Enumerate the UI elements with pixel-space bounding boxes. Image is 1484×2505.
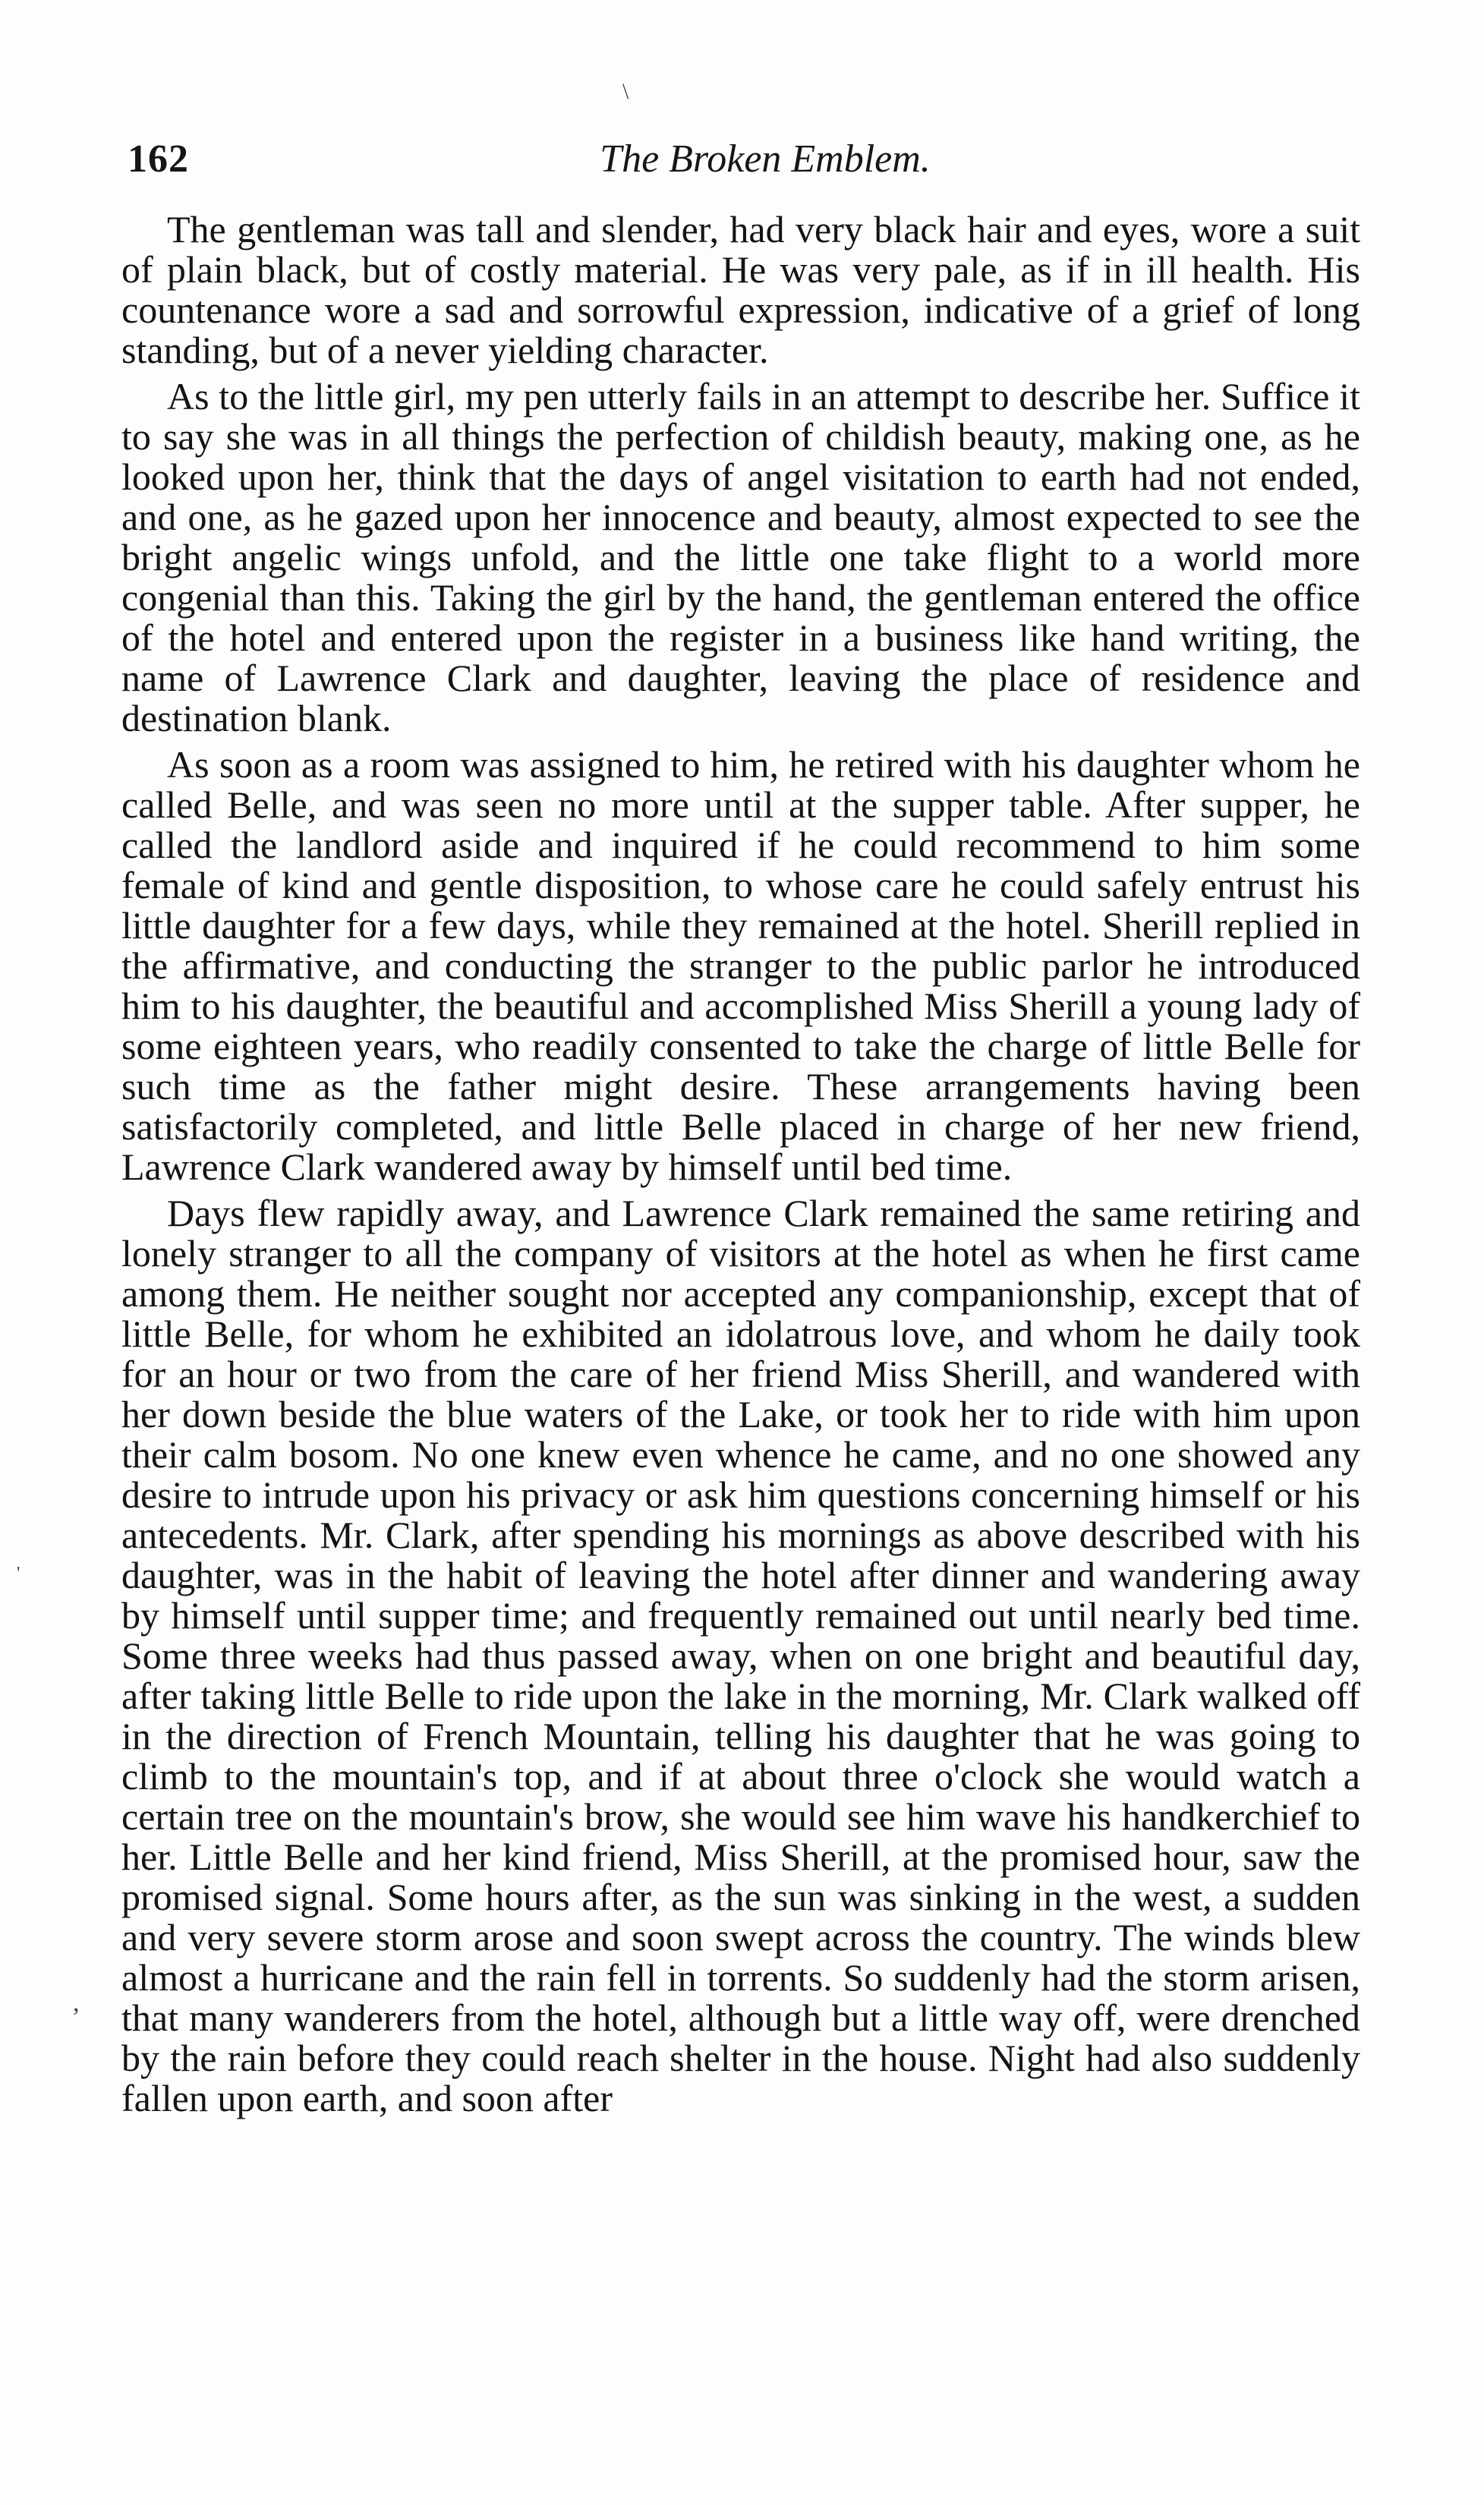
paragraph-3: As soon as a room was assigned to him, he retired with his daughter whom he called Belle, and was seen no more until at the supper table. After supper, he called the landlord aside and inquired if he could recommend to him some female of kind and gentle disposition, to whose care he could safely entrust his little daughter for a few days, while they remained at the hotel. Sherill replied in the affirmative, and conducting the stranger to the public parlor he introduced him to his daughter, the beautiful and accomplished Miss Sherill a young lady of some eighteen years, who readily consented to take the charge of little Belle for such time as the father might desire. These arrangements having been satisfactorily completed, and little Belle placed in charge of her new friend, Lawrence Clark wandered away by himself until bed time. [121,743,1360,1188]
running-title: The Broken Emblem. [600,137,931,181]
paragraph-1: The gentleman was tall and slender, had very black hair and eyes, wore a suit of plain black, but of costly material. He was very pale, as if in ill health. His countenance wore a sad and sorrowful expression, indicative of a grief of long standing, but of a never yielding character. [121,208,1360,371]
paragraph-2: As to the little girl, my pen utterly fails in an attempt to describe her. Suffice it to say she was in all things the perfection of childish beauty, making one, as he looked upon her, think that the days of angel visitation to earth had not ended, and one, as he gazed upon her innocence and beauty, almost expected to see the bright angelic wings unfold, and the little one take flight to a world more congenial than this. Taking the girl by the hand, the gentleman entered the office of the hotel and entered upon the register in a business like hand writing, the name of Lawrence Clark and daughter, leaving the place of residence and destination blank. [121,375,1360,739]
stray-mark-margin: ' [17,1564,20,1583]
page-header [128,137,1357,190]
paragraph-4: Days flew rapidly away, and Lawrence Clark remained the same retiring and lonely stranger to all the company of visitors at the hotel as when he first came among them. He neither sought nor accepted any companionship, except that of little Belle, for whom he exhibited an idolatrous love, and whom he daily took for an hour or two from the care of her friend Miss Sherill, and wandered with her down beside the blue waters of the Lake, or took her to ride with him upon their calm bosom. No one knew even whence he came, and no one showed any desire to intrude upon his privacy or ask him questions concerning himself or his antecedents. Mr. Clark, after spending his mornings as above described with his daughter, was in the habit of leaving the hotel after dinner and wandering away by himself until supper time; and frequently remained out until nearly bed time. Some three weeks had thus passed away, when on one bright and beautiful day, after taking little Belle to ride upon the lake in the morning, Mr. Clark walked off in the direction of French Mountain, telling his daughter that he was going to climb to the mountain's top, and if at about three o'clock she would watch a certain tree on the mountain's brow, she would see him wave his handkerchief to her. Little Belle and her kind friend, Miss Sherill, at the promised hour, saw the promised signal. Some hours after, as the sun was sinking in the west, a sudden and very severe storm arose and soon swept across the country. The winds blew almost a hurricane and the rain fell in torrents. So suddenly had the storm arisen, that many wanderers from the hotel, although but a little way off, were drenched by the rain before they could reach shelter in the house. Night had also suddenly fallen upon earth, and soon after [121,1192,1360,2119]
stray-mark-top: \ [622,79,629,104]
stray-mark-margin-2: , [73,1989,80,2017]
page-number: 162 [128,137,189,181]
body-text [121,210,1360,2125]
